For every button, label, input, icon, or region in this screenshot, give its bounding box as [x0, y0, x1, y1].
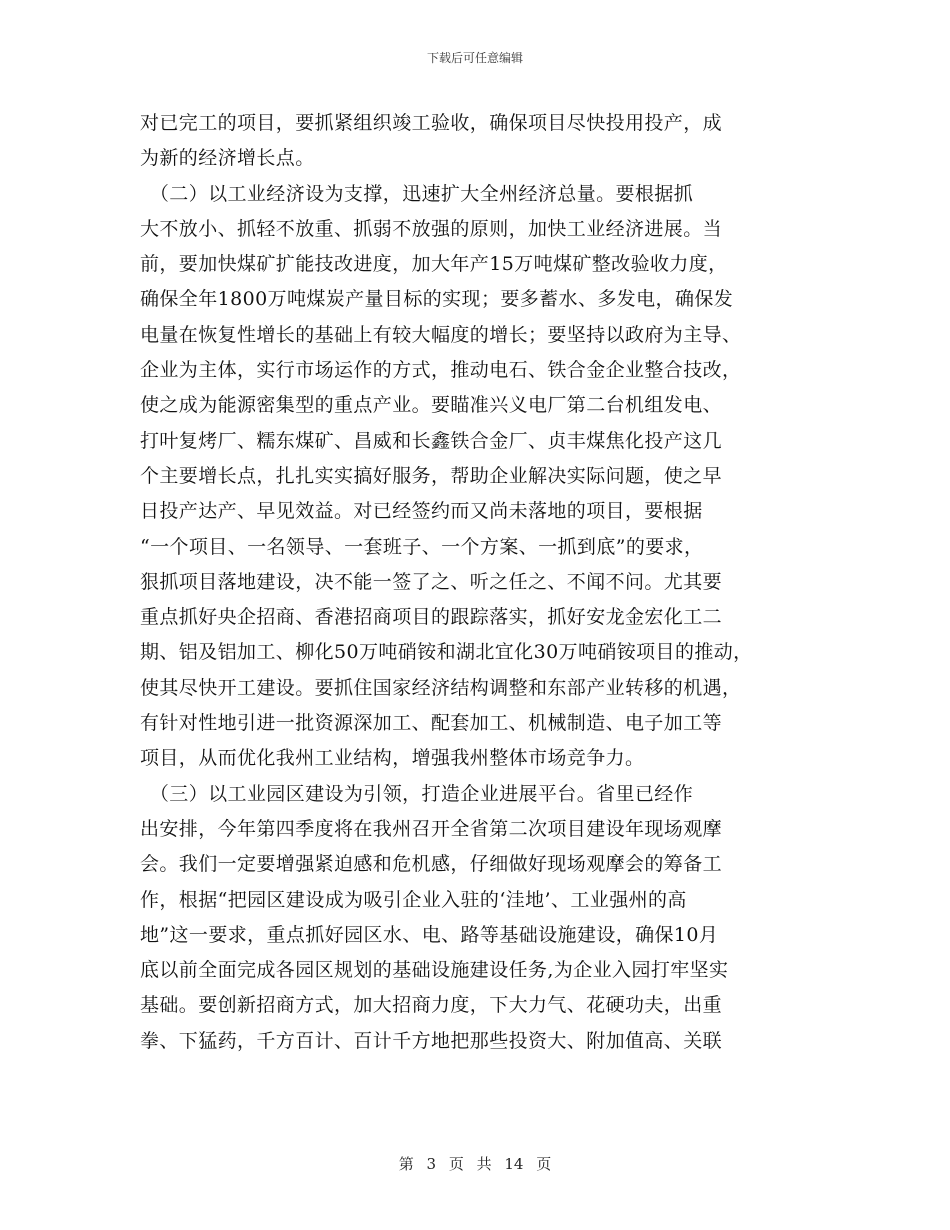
text-line: 会。我们一定要增强紧迫感和危机感，仔细做好现场观摩会的筹备工: [140, 853, 723, 876]
text-line: 企业为主体，实行市场运作的方式，推动电石、铁合金企业整合技改，: [140, 359, 742, 382]
text-line: 使其尽快开工建设。要抓住国家经济结构调整和东部产业转移的机遇，: [140, 676, 742, 699]
text-line: 地”这一要求，重点抓好园区水、电、路等基础设施建设，确保10月: [140, 923, 719, 946]
text-line: 重点抓好央企招商、香港招商项目的跟踪落实，抓好安龙金宏化工二: [140, 606, 723, 629]
text-line: 日投产达产、早见效益。对已经签约而又尚未落地的项目，要根据: [140, 500, 703, 523]
text-line: 打叶复烤厂、糯东煤矿、昌威和长鑫铁合金厂、贞丰煤焦化投产这几: [140, 429, 723, 452]
text-line: 出安排，今年第四季度将在我州召开全省第二次项目建设年现场观摩: [140, 817, 723, 840]
text-line: 电量在恢复性增长的基础上有较大幅度的增长；要坚持以政府为主导、: [140, 323, 742, 346]
text-line: 确保全年1800万吨煤炭产量目标的实现；要多蓄水、多发电，确保发: [140, 288, 734, 311]
text-line: （二）以工业经济设为支撑，迅速扩大全州经济总量。要根据抓: [140, 182, 694, 205]
document-body: [140, 106, 830, 1059]
page-header: 下载后可任意编辑: [426, 51, 523, 65]
text-line: 个主要增长点，扎扎实实搞好服务，帮助企业解决实际问题，使之早: [140, 464, 723, 487]
page-number: 第 3 页 共 14 页: [398, 1155, 552, 1173]
text-line: 为新的经济增长点。: [140, 147, 315, 170]
text-line: 前，要加快煤矿扩能技改进度，加大年产15万吨煤矿整改验收力度，: [140, 253, 728, 276]
text-line: 狠抓项目落地建设，决不能一签了之、听之任之、不闻不问。尤其要: [140, 570, 723, 593]
text-line: 使之成为能源密集型的重点产业。要瞄准兴义电厂第二台机组发电、: [140, 394, 723, 417]
text-line: （三）以工业园区建设为引领，打造企业进展平台。省里已经作: [140, 782, 694, 805]
text-line: 对已完工的项目，要抓紧组织竣工验收，确保项目尽快投用投产，成: [140, 112, 723, 134]
text-line: 底以前全面完成各园区规划的基础设施建设任务,为企业入园打牢坚实: [140, 959, 729, 982]
text-line: 大不放小、抓轻不放重、抓弱不放强的原则，加快工业经济进展。当: [140, 217, 723, 240]
text-line: 期、铝及铝加工、柳化50万吨硝铵和湖北宜化30万吨硝铵项目的推动，: [140, 641, 753, 664]
text-line: 作，根据“把园区建设成为吸引企业入驻的‘洼地’、工业强州的高: [140, 888, 687, 911]
text-line: 项目，从而优化我州工业结构，增强我州整体市场竞争力。: [140, 747, 645, 770]
text-line: 拳、下猛药，千方百计、百计千方地把那些投资大、附加值高、关联: [140, 1029, 723, 1052]
text-line: 基础。要创新招商方式，加大招商力度，下大力气、花硬功夫，出重: [140, 994, 723, 1017]
text-line: “一个项目、一名领导、一套班子、一个方案、一抓到底”的要求，: [140, 535, 704, 558]
text-line: 有针对性地引进一批资源深加工、配套加工、机械制造、电子加工等: [140, 712, 723, 735]
